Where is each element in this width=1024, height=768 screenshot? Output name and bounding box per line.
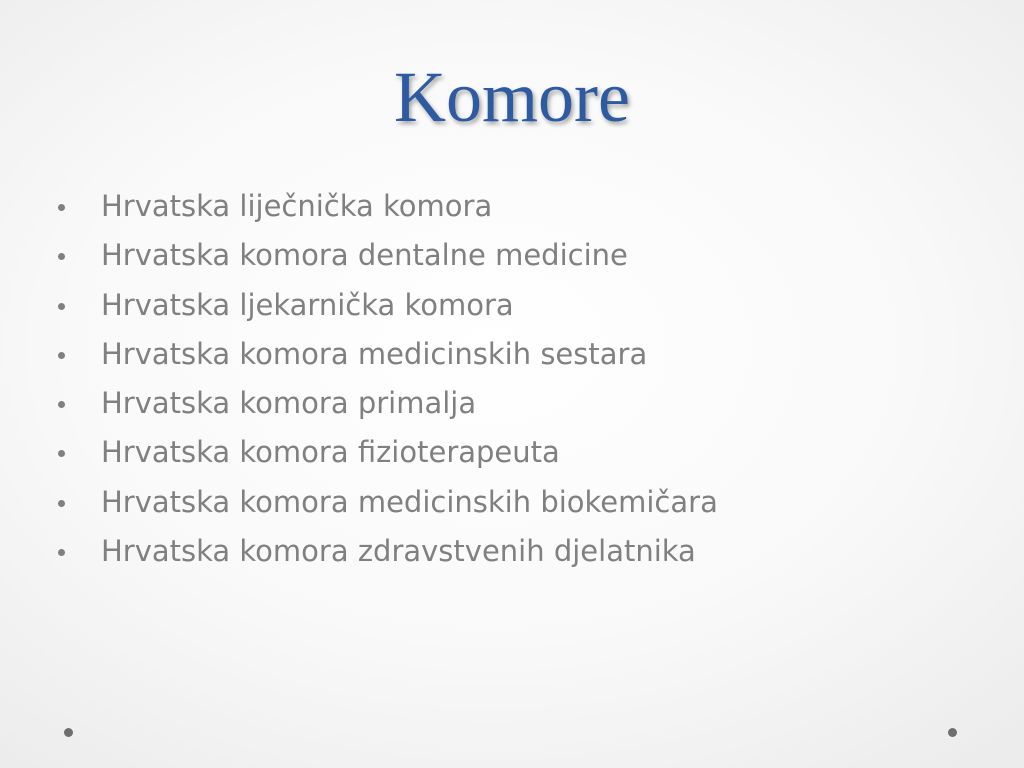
bullet-text: Hrvatska komora primalja [101, 386, 477, 421]
bullet-icon [58, 303, 65, 310]
corner-dot-left-icon [64, 728, 73, 737]
bullet-icon [58, 401, 65, 408]
bullet-text: Hrvatska komora fizioterapeuta [101, 435, 560, 470]
bullet-text: Hrvatska liječnička komora [101, 189, 493, 223]
bullet-icon [58, 352, 65, 359]
corner-dot-right-icon [948, 728, 957, 737]
bullet-icon [58, 500, 65, 507]
bullet-icon [58, 549, 65, 556]
bullet-text: Hrvatska komora dentalne medicine [101, 238, 628, 273]
bullet-text: Hrvatska komora zdravstvenih djelatnika [101, 534, 696, 569]
bullet-icon [58, 450, 65, 457]
bullet-text: Hrvatska ljekarnička komora [101, 287, 514, 322]
bullet-text: Hrvatska komora medicinskih sestara [101, 336, 648, 371]
bullet-text: Hrvatska komora medicinskih biokemičara [101, 484, 718, 519]
bullet-icon [58, 253, 65, 260]
slide-title: Komore [394, 57, 630, 137]
bullet-icon [58, 204, 65, 211]
